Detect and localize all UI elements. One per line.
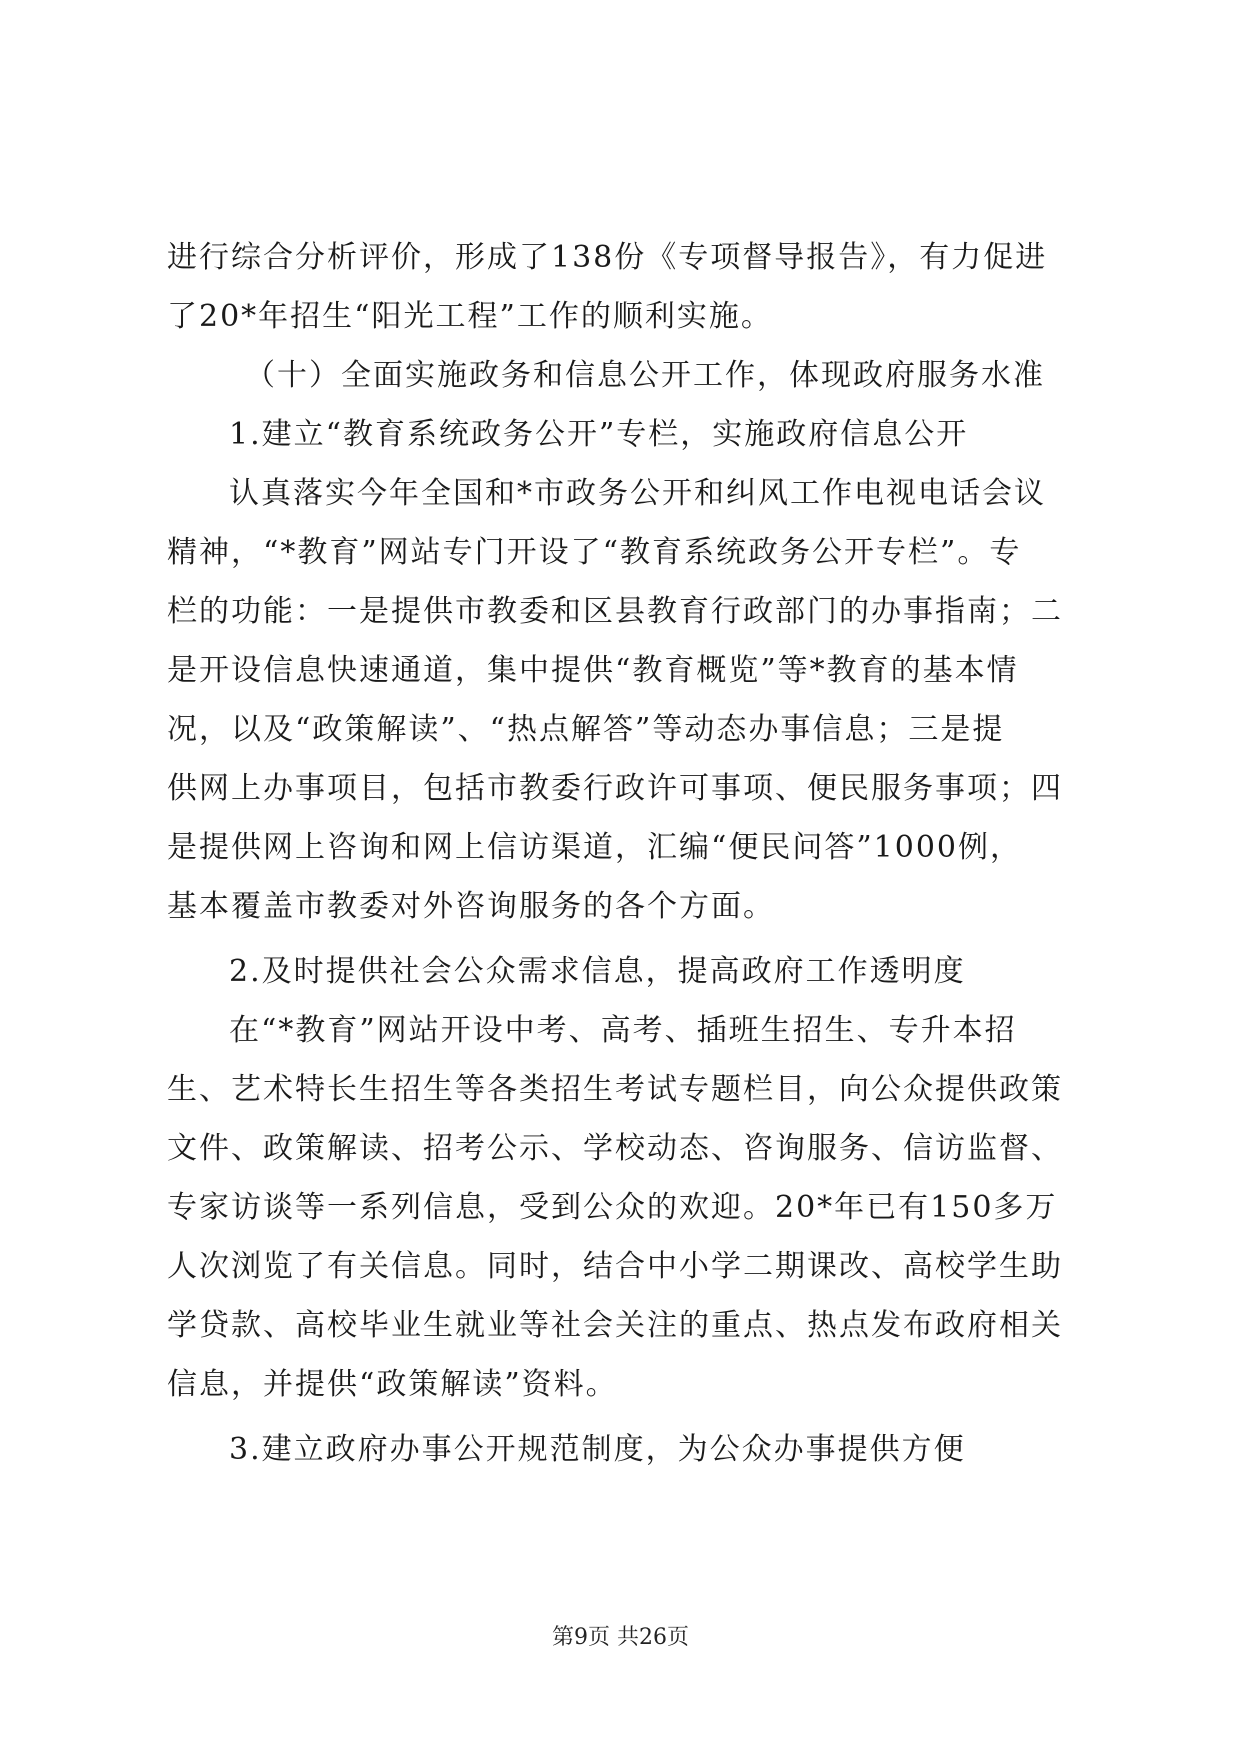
paragraph-line: 在“*教育”网站开设中考、高考、插班生招生、专升本招 [229, 1013, 1017, 1048]
paragraph-line: 进行综合分析评价，形成了138份《专项督导报告》，有力促进 [167, 240, 1048, 275]
body-text [167, 228, 1077, 1479]
paragraph-line: 人次浏览了有关信息。同时，结合中小学二期课改、高校学生助 [167, 1249, 1063, 1284]
page-number-footer: 第9页 共26页 [552, 1625, 689, 1650]
paragraph-line: 信息，并提供“政策解读”资料。 [167, 1367, 618, 1402]
subsection-heading: 1.建立“教育系统政务公开”专栏，实施政府信息公开 [229, 417, 969, 452]
paragraph-line: 基本覆盖市教委对外咨询服务的各个方面。 [167, 889, 775, 924]
paragraph-line: 精神，“*教育”网站专门开设了“教育系统政务公开专栏”。专 [167, 535, 1022, 570]
paragraph-line: 供网上办事项目，包括市教委行政许可事项、便民服务事项；四 [167, 771, 1063, 806]
paragraph-line: 学贷款、高校毕业生就业等社会关注的重点、热点发布政府相关 [167, 1308, 1063, 1343]
paragraph-line: 生、艺术特长生招生等各类招生考试专题栏目，向公众提供政策 [167, 1072, 1063, 1107]
paragraph-line: 认真落实今年全国和*市政务公开和纠风工作电视电话会议 [229, 476, 1046, 511]
paragraph-line: 了20*年招生“阳光工程”工作的顺利实施。 [167, 299, 773, 334]
paragraph-line: 是开设信息快速通道，集中提供“教育概览”等*教育的基本情 [167, 653, 1019, 688]
section-heading: （十）全面实施政务和信息公开工作，体现政府服务水准 [245, 358, 1045, 393]
paragraph-line: 况，以及“政策解读”、“热点解答”等动态办事信息；三是提 [167, 712, 1005, 747]
paragraph-line: 是提供网上咨询和网上信访渠道，汇编“便民问答”1000例， [167, 830, 1023, 865]
subsection-heading: 3.建立政府办事公开规范制度，为公众办事提供方便 [229, 1432, 966, 1467]
subsection-heading: 2.及时提供社会公众需求信息，提高政府工作透明度 [229, 954, 966, 989]
paragraph-line: 专家访谈等一系列信息，受到公众的欢迎。20*年已有150多万 [167, 1190, 1058, 1225]
paragraph-line: 栏的功能：一是提供市教委和区县教育行政部门的办事指南；二 [167, 594, 1063, 629]
paragraph-line: 文件、政策解读、招考公示、学校动态、咨询服务、信访监督、 [167, 1131, 1063, 1166]
